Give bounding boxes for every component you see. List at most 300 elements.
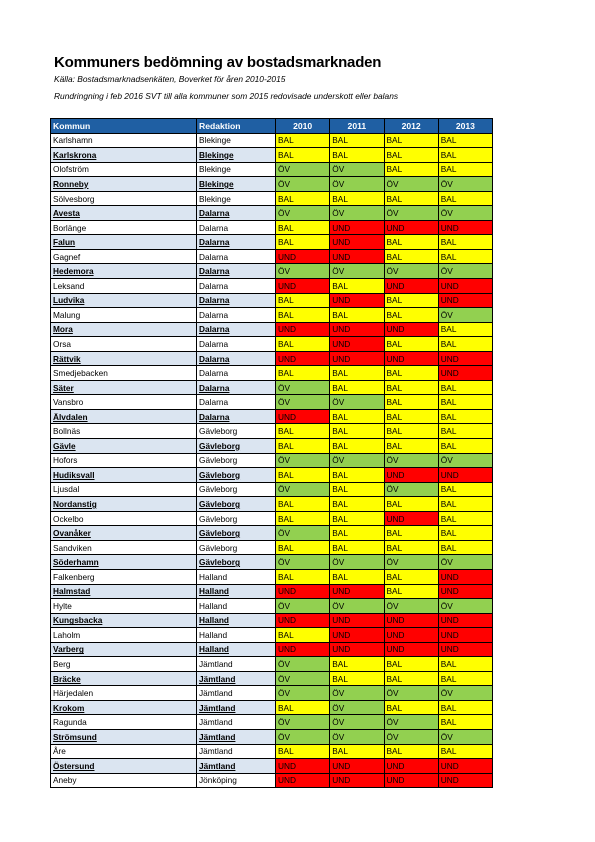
cell-status: BAL [330, 526, 384, 541]
cell-kommun: Sandviken [51, 540, 197, 555]
cell-redaktion: Gävleborg [197, 482, 276, 497]
cell-status: BAL [330, 279, 384, 294]
cell-kommun: Härjedalen [51, 686, 197, 701]
cell-status: BAL [384, 380, 438, 395]
col-header-year: 2012 [384, 119, 438, 134]
cell-status: ÖV [384, 482, 438, 497]
cell-status: UND [330, 584, 384, 599]
cell-status: BAL [384, 497, 438, 512]
cell-kommun: Älvdalen [51, 409, 197, 424]
cell-status: UND [330, 351, 384, 366]
cell-kommun: Halmstad [51, 584, 197, 599]
cell-kommun: Karlskrona [51, 148, 197, 163]
cell-kommun: Karlshamn [51, 133, 197, 148]
table-row [51, 759, 493, 774]
cell-status: UND [438, 584, 492, 599]
cell-status: BAL [438, 482, 492, 497]
cell-status: BAL [276, 235, 330, 250]
cell-kommun: Mora [51, 322, 197, 337]
cell-status: BAL [438, 395, 492, 410]
cell-kommun: Avesta [51, 206, 197, 221]
cell-status: BAL [330, 366, 384, 381]
cell-status: BAL [330, 308, 384, 323]
cell-status: UND [276, 773, 330, 788]
cell-status: ÖV [384, 555, 438, 570]
cell-status: BAL [276, 148, 330, 163]
cell-redaktion: Jämtland [197, 671, 276, 686]
cell-status: ÖV [438, 177, 492, 192]
cell-redaktion: Dalarna [197, 395, 276, 410]
cell-status: UND [438, 468, 492, 483]
cell-kommun: Hudiksvall [51, 468, 197, 483]
cell-status: ÖV [330, 264, 384, 279]
col-header-redaktion: Redaktion [197, 119, 276, 134]
cell-status: BAL [276, 628, 330, 643]
cell-status: ÖV [438, 555, 492, 570]
cell-status: BAL [438, 162, 492, 177]
cell-status: BAL [276, 133, 330, 148]
cell-status: ÖV [276, 395, 330, 410]
cell-status: BAL [438, 671, 492, 686]
cell-status: UND [384, 642, 438, 657]
cell-status: UND [276, 584, 330, 599]
cell-status: ÖV [330, 715, 384, 730]
cell-status: ÖV [384, 453, 438, 468]
cell-status: UND [438, 642, 492, 657]
cell-redaktion: Blekinge [197, 148, 276, 163]
cell-status: BAL [276, 511, 330, 526]
cell-status: BAL [384, 540, 438, 555]
cell-status: ÖV [438, 686, 492, 701]
cell-status: BAL [438, 191, 492, 206]
cell-redaktion: Gävleborg [197, 439, 276, 454]
table-row [51, 584, 493, 599]
cell-status: BAL [330, 569, 384, 584]
cell-redaktion: Blekinge [197, 162, 276, 177]
cell-status: UND [438, 279, 492, 294]
cell-status: BAL [330, 424, 384, 439]
cell-status: BAL [330, 540, 384, 555]
cell-redaktion: Gävleborg [197, 468, 276, 483]
cell-status: ÖV [438, 453, 492, 468]
table-row [51, 395, 493, 410]
cell-status: BAL [330, 468, 384, 483]
cell-status: BAL [276, 439, 330, 454]
cell-status: BAL [384, 439, 438, 454]
cell-status: ÖV [276, 162, 330, 177]
cell-status: BAL [384, 744, 438, 759]
cell-redaktion: Jämtland [197, 729, 276, 744]
cell-status: BAL [276, 540, 330, 555]
table-row [51, 351, 493, 366]
cell-kommun: Orsa [51, 337, 197, 352]
cell-status: BAL [384, 308, 438, 323]
cell-status: UND [438, 569, 492, 584]
cell-status: UND [384, 773, 438, 788]
table-row [51, 555, 493, 570]
cell-kommun: Hedemora [51, 264, 197, 279]
cell-status: UND [384, 220, 438, 235]
cell-status: BAL [276, 366, 330, 381]
table-row [51, 264, 493, 279]
table-row [51, 322, 493, 337]
table-row [51, 162, 493, 177]
table-row [51, 380, 493, 395]
cell-status: BAL [438, 540, 492, 555]
cell-status: BAL [384, 569, 438, 584]
cell-kommun: Krokom [51, 700, 197, 715]
cell-status: BAL [384, 700, 438, 715]
table-row [51, 439, 493, 454]
cell-status: BAL [384, 293, 438, 308]
cell-status: ÖV [276, 555, 330, 570]
cell-status: UND [276, 613, 330, 628]
table-row [51, 293, 493, 308]
cell-status: UND [330, 773, 384, 788]
cell-status: UND [276, 322, 330, 337]
cell-status: BAL [330, 439, 384, 454]
cell-status: BAL [438, 511, 492, 526]
cell-status: UND [330, 220, 384, 235]
cell-status: BAL [330, 497, 384, 512]
source-line: Källa: Bostadsmarknadsenkäten, Boverket för åren 2010-2015 [54, 74, 286, 84]
cell-status: BAL [330, 744, 384, 759]
cell-status: BAL [384, 409, 438, 424]
table-row [51, 540, 493, 555]
cell-status: ÖV [330, 729, 384, 744]
cell-redaktion: Halland [197, 628, 276, 643]
cell-kommun: Ragunda [51, 715, 197, 730]
cell-status: UND [330, 642, 384, 657]
cell-status: BAL [384, 584, 438, 599]
cell-status: BAL [438, 235, 492, 250]
table-row [51, 715, 493, 730]
cell-status: BAL [330, 657, 384, 672]
cell-redaktion: Jämtland [197, 657, 276, 672]
cell-kommun: Hofors [51, 453, 197, 468]
cell-status: BAL [438, 657, 492, 672]
cell-status: BAL [438, 744, 492, 759]
cell-status: ÖV [276, 206, 330, 221]
cell-redaktion: Jämtland [197, 744, 276, 759]
cell-status: ÖV [276, 453, 330, 468]
cell-status: UND [384, 322, 438, 337]
table-row [51, 409, 493, 424]
cell-status: BAL [384, 133, 438, 148]
table-row [51, 206, 493, 221]
table-row [51, 671, 493, 686]
cell-status: UND [330, 249, 384, 264]
table-row [51, 482, 493, 497]
cell-status: UND [384, 279, 438, 294]
cell-status: ÖV [330, 206, 384, 221]
cell-status: BAL [384, 395, 438, 410]
cell-status: ÖV [276, 264, 330, 279]
table-row [51, 657, 493, 672]
table-row [51, 279, 493, 294]
table-row [51, 453, 493, 468]
cell-kommun: Söderhamn [51, 555, 197, 570]
cell-status: UND [438, 293, 492, 308]
cell-status: UND [330, 322, 384, 337]
cell-kommun: Bollnäs [51, 424, 197, 439]
cell-redaktion: Jämtland [197, 715, 276, 730]
cell-status: UND [438, 366, 492, 381]
cell-status: UND [384, 511, 438, 526]
cell-status: ÖV [276, 599, 330, 614]
cell-kommun: Falun [51, 235, 197, 250]
cell-kommun: Rättvik [51, 351, 197, 366]
cell-kommun: Aneby [51, 773, 197, 788]
cell-kommun: Ronneby [51, 177, 197, 192]
cell-status: BAL [438, 497, 492, 512]
cell-kommun: Berg [51, 657, 197, 672]
cell-status: UND [276, 409, 330, 424]
cell-status: BAL [276, 424, 330, 439]
cell-status: ÖV [276, 177, 330, 192]
cell-status: ÖV [384, 177, 438, 192]
cell-redaktion: Dalarna [197, 220, 276, 235]
cell-status: BAL [330, 511, 384, 526]
cell-status: BAL [384, 249, 438, 264]
table-row [51, 613, 493, 628]
cell-redaktion: Halland [197, 613, 276, 628]
cell-redaktion: Gävleborg [197, 424, 276, 439]
table-row [51, 235, 493, 250]
cell-kommun: Gävle [51, 439, 197, 454]
cell-kommun: Ljusdal [51, 482, 197, 497]
cell-status: ÖV [330, 686, 384, 701]
cell-redaktion: Gävleborg [197, 526, 276, 541]
cell-status: BAL [384, 657, 438, 672]
cell-status: ÖV [276, 729, 330, 744]
table-row [51, 642, 493, 657]
table-row [51, 497, 493, 512]
cell-status: UND [438, 628, 492, 643]
table-row [51, 686, 493, 701]
table-row [51, 249, 493, 264]
cell-status: BAL [438, 148, 492, 163]
cell-status: ÖV [330, 162, 384, 177]
cell-kommun: Åre [51, 744, 197, 759]
cell-status: BAL [276, 337, 330, 352]
cell-redaktion: Gävleborg [197, 540, 276, 555]
cell-redaktion: Dalarna [197, 337, 276, 352]
page-title: Kommuners bedömning av bostadsmarknaden [54, 54, 382, 71]
cell-status: BAL [384, 148, 438, 163]
cell-status: BAL [330, 409, 384, 424]
table-row [51, 133, 493, 148]
cell-status: BAL [330, 671, 384, 686]
cell-status: BAL [438, 337, 492, 352]
cell-status: BAL [276, 468, 330, 483]
cell-redaktion: Dalarna [197, 293, 276, 308]
cell-status: BAL [438, 133, 492, 148]
col-header-kommun: Kommun [51, 119, 197, 134]
cell-status: BAL [438, 700, 492, 715]
cell-status: UND [438, 351, 492, 366]
cell-status: BAL [438, 249, 492, 264]
cell-redaktion: Jämtland [197, 700, 276, 715]
table-row [51, 191, 493, 206]
cell-kommun: Malung [51, 308, 197, 323]
table-row [51, 700, 493, 715]
cell-kommun: Bräcke [51, 671, 197, 686]
cell-status: ÖV [330, 700, 384, 715]
cell-status: BAL [276, 744, 330, 759]
cell-status: UND [276, 759, 330, 774]
table-row [51, 337, 493, 352]
cell-kommun: Borlänge [51, 220, 197, 235]
cell-status: ÖV [276, 380, 330, 395]
cell-status: ÖV [330, 599, 384, 614]
cell-status: BAL [330, 380, 384, 395]
col-header-year: 2013 [438, 119, 492, 134]
cell-status: BAL [438, 322, 492, 337]
cell-status: BAL [330, 482, 384, 497]
cell-redaktion: Dalarna [197, 351, 276, 366]
cell-redaktion: Dalarna [197, 279, 276, 294]
table-row [51, 424, 493, 439]
table-row [51, 511, 493, 526]
cell-kommun: Leksand [51, 279, 197, 294]
cell-status: UND [276, 279, 330, 294]
table-row [51, 744, 493, 759]
table-row [51, 599, 493, 614]
cell-redaktion: Jämtland [197, 686, 276, 701]
assessment-table [50, 118, 493, 788]
cell-redaktion: Dalarna [197, 322, 276, 337]
cell-status: ÖV [384, 599, 438, 614]
cell-status: BAL [276, 700, 330, 715]
cell-kommun: Kungsbacka [51, 613, 197, 628]
cell-redaktion: Jönköping [197, 773, 276, 788]
cell-status: UND [384, 759, 438, 774]
cell-status: UND [384, 628, 438, 643]
cell-status: BAL [276, 569, 330, 584]
table-row [51, 628, 493, 643]
cell-redaktion: Gävleborg [197, 497, 276, 512]
table-row [51, 366, 493, 381]
cell-status: ÖV [384, 729, 438, 744]
cell-status: UND [438, 773, 492, 788]
cell-status: UND [330, 293, 384, 308]
cell-status: ÖV [384, 206, 438, 221]
note-line: Rundringning i feb 2016 SVT till alla kommuner som 2015 redovisade underskott eller balans [54, 91, 399, 101]
cell-redaktion: Halland [197, 584, 276, 599]
cell-redaktion: Halland [197, 642, 276, 657]
table-row [51, 468, 493, 483]
cell-status: BAL [438, 526, 492, 541]
cell-kommun: Nordanstig [51, 497, 197, 512]
cell-status: UND [384, 351, 438, 366]
cell-status: BAL [438, 409, 492, 424]
cell-status: ÖV [330, 177, 384, 192]
cell-status: ÖV [276, 657, 330, 672]
cell-status: ÖV [276, 526, 330, 541]
cell-status: BAL [276, 191, 330, 206]
cell-redaktion: Gävleborg [197, 511, 276, 526]
cell-status: UND [384, 613, 438, 628]
cell-redaktion: Halland [197, 599, 276, 614]
cell-redaktion: Dalarna [197, 366, 276, 381]
cell-status: UND [276, 249, 330, 264]
cell-kommun: Varberg [51, 642, 197, 657]
cell-redaktion: Dalarna [197, 264, 276, 279]
cell-status: ÖV [330, 395, 384, 410]
cell-kommun: Ovanåker [51, 526, 197, 541]
cell-kommun: Hylte [51, 599, 197, 614]
cell-status: UND [330, 759, 384, 774]
cell-status: BAL [384, 191, 438, 206]
cell-status: UND [276, 642, 330, 657]
cell-redaktion: Jämtland [197, 759, 276, 774]
cell-status: BAL [438, 439, 492, 454]
cell-redaktion: Gävleborg [197, 453, 276, 468]
col-header-year: 2011 [330, 119, 384, 134]
col-header-year: 2010 [276, 119, 330, 134]
table-row [51, 526, 493, 541]
cell-redaktion: Blekinge [197, 191, 276, 206]
cell-status: UND [384, 468, 438, 483]
cell-status: ÖV [384, 715, 438, 730]
cell-redaktion: Halland [197, 569, 276, 584]
cell-status: BAL [438, 380, 492, 395]
cell-status: UND [438, 220, 492, 235]
cell-status: UND [276, 351, 330, 366]
cell-status: BAL [384, 526, 438, 541]
cell-status: UND [438, 759, 492, 774]
cell-status: BAL [384, 235, 438, 250]
cell-status: BAL [276, 497, 330, 512]
cell-status: UND [438, 613, 492, 628]
cell-status: ÖV [276, 671, 330, 686]
cell-kommun: Sölvesborg [51, 191, 197, 206]
cell-status: BAL [384, 671, 438, 686]
cell-kommun: Falkenberg [51, 569, 197, 584]
cell-kommun: Ludvika [51, 293, 197, 308]
cell-kommun: Vansbro [51, 395, 197, 410]
cell-kommun: Gagnef [51, 249, 197, 264]
cell-status: ÖV [438, 729, 492, 744]
cell-status: UND [330, 235, 384, 250]
cell-status: ÖV [384, 264, 438, 279]
cell-status: ÖV [438, 264, 492, 279]
cell-status: ÖV [438, 308, 492, 323]
header-row [51, 119, 493, 134]
cell-status: UND [330, 613, 384, 628]
cell-redaktion: Blekinge [197, 177, 276, 192]
cell-kommun: Östersund [51, 759, 197, 774]
cell-redaktion: Dalarna [197, 249, 276, 264]
cell-redaktion: Dalarna [197, 206, 276, 221]
cell-status: BAL [438, 715, 492, 730]
cell-status: BAL [330, 133, 384, 148]
cell-kommun: Säter [51, 380, 197, 395]
cell-status: ÖV [276, 482, 330, 497]
cell-status: ÖV [330, 453, 384, 468]
cell-status: ÖV [438, 599, 492, 614]
cell-status: BAL [384, 162, 438, 177]
cell-redaktion: Dalarna [197, 409, 276, 424]
table-row [51, 729, 493, 744]
cell-redaktion: Dalarna [197, 308, 276, 323]
table-row [51, 220, 493, 235]
table-row [51, 177, 493, 192]
cell-status: BAL [384, 424, 438, 439]
cell-status: UND [330, 337, 384, 352]
table-row [51, 308, 493, 323]
